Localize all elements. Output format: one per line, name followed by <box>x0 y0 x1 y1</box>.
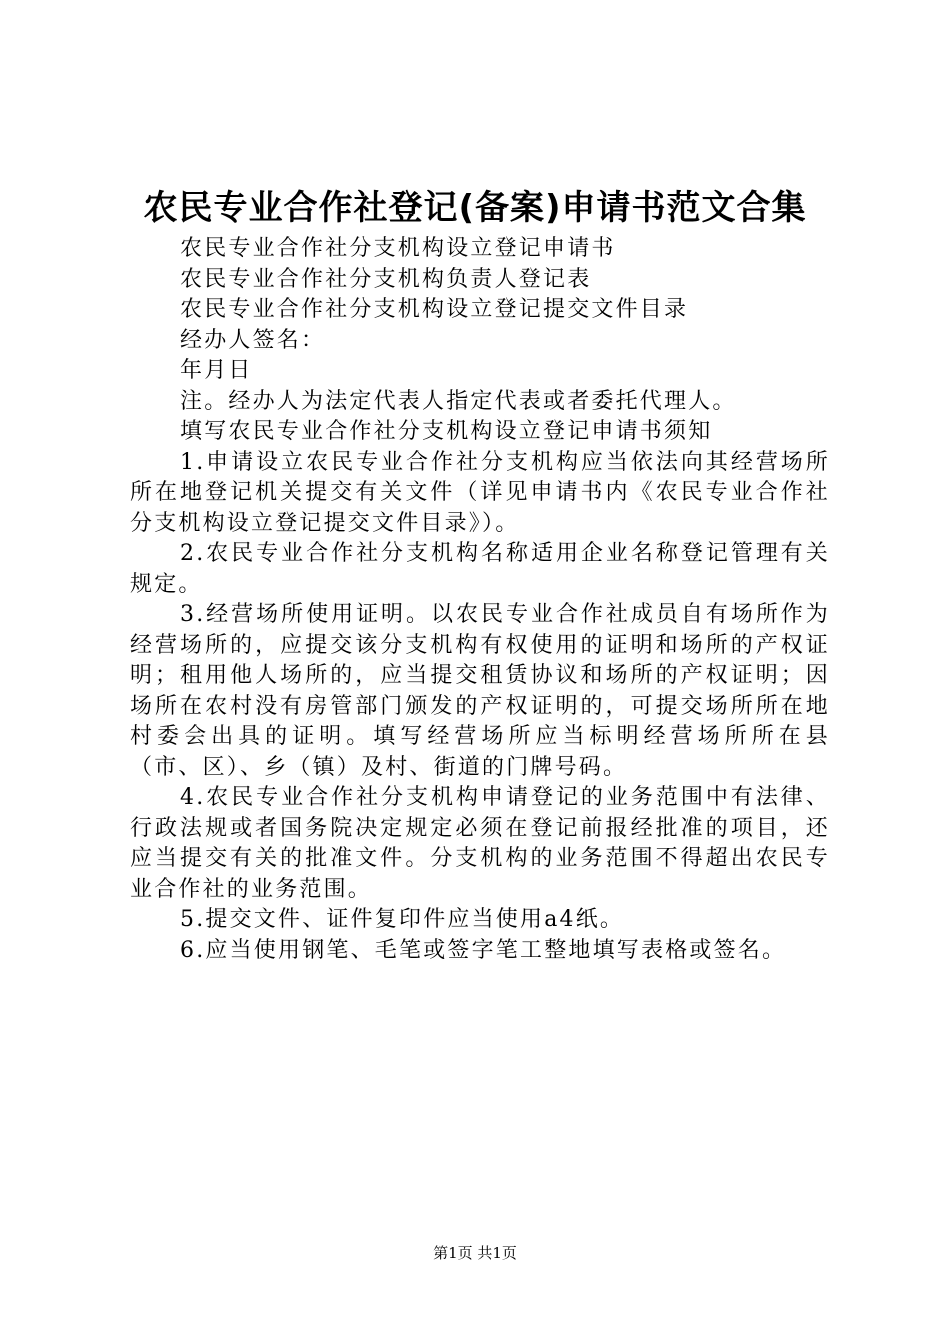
document-title: 农民专业合作社登记(备案)申请书范文合集 <box>143 188 807 228</box>
paragraph: 年月日 <box>180 358 253 383</box>
paragraph: 农民专业合作社分支机构设立登记申请书 <box>180 236 616 261</box>
paragraph: 农民专业合作社分支机构负责人登记表 <box>180 266 592 292</box>
document-body <box>130 234 830 966</box>
paragraph: 4.农民专业合作社分支机构申请登记的业务范围中有法律、行政法规或者国务院决定规定必须在登记前报经批准的项目，还应当提交有关的批准文件。分支机构的业务范围不得超出农民专业合作社的业务范围。 <box>130 785 830 902</box>
paragraph: 经办人签名： <box>180 327 326 353</box>
paragraph: 2.农民专业合作社分支机构名称适用企业名称登记管理有关规定。 <box>130 541 830 597</box>
page-footer: 第1页 共1页 <box>433 1244 517 1262</box>
paragraph: 农民专业合作社分支机构设立登记提交文件目录 <box>180 297 689 322</box>
paragraph: 6.应当使用钢笔、毛笔或签字笔工整地填写表格或签名。 <box>180 937 787 963</box>
paragraph: 3.经营场所使用证明。以农民专业合作社成员自有场所作为经营场所的，应提交该分支机构有权使用的证明和场所的产权证明；租用他人场所的，应当提交租赁协议和场所的产权证明；因场所在农村没有房管部门颁发的产权证明的，可提交场所所在地村委会出具的证明。填写经营场所应当标明经营场所所在县（市、区）、乡（镇）及村、街道的门牌号码。 <box>130 602 830 780</box>
paragraph: 填写农民专业合作社分支机构设立登记申请书须知 <box>180 419 713 444</box>
paragraph: 1.申请设立农民专业合作社分支机构应当依法向其经营场所所在地登记机关提交有关文件（详见申请书内《农民专业合作社分支机构设立登记提交文件目录》）。 <box>130 449 830 536</box>
paragraph: 5.提交文件、证件复印件应当使用a4纸。 <box>180 907 625 932</box>
paragraph: 注。经办人为法定代表人指定代表或者委托代理人。 <box>180 388 737 414</box>
